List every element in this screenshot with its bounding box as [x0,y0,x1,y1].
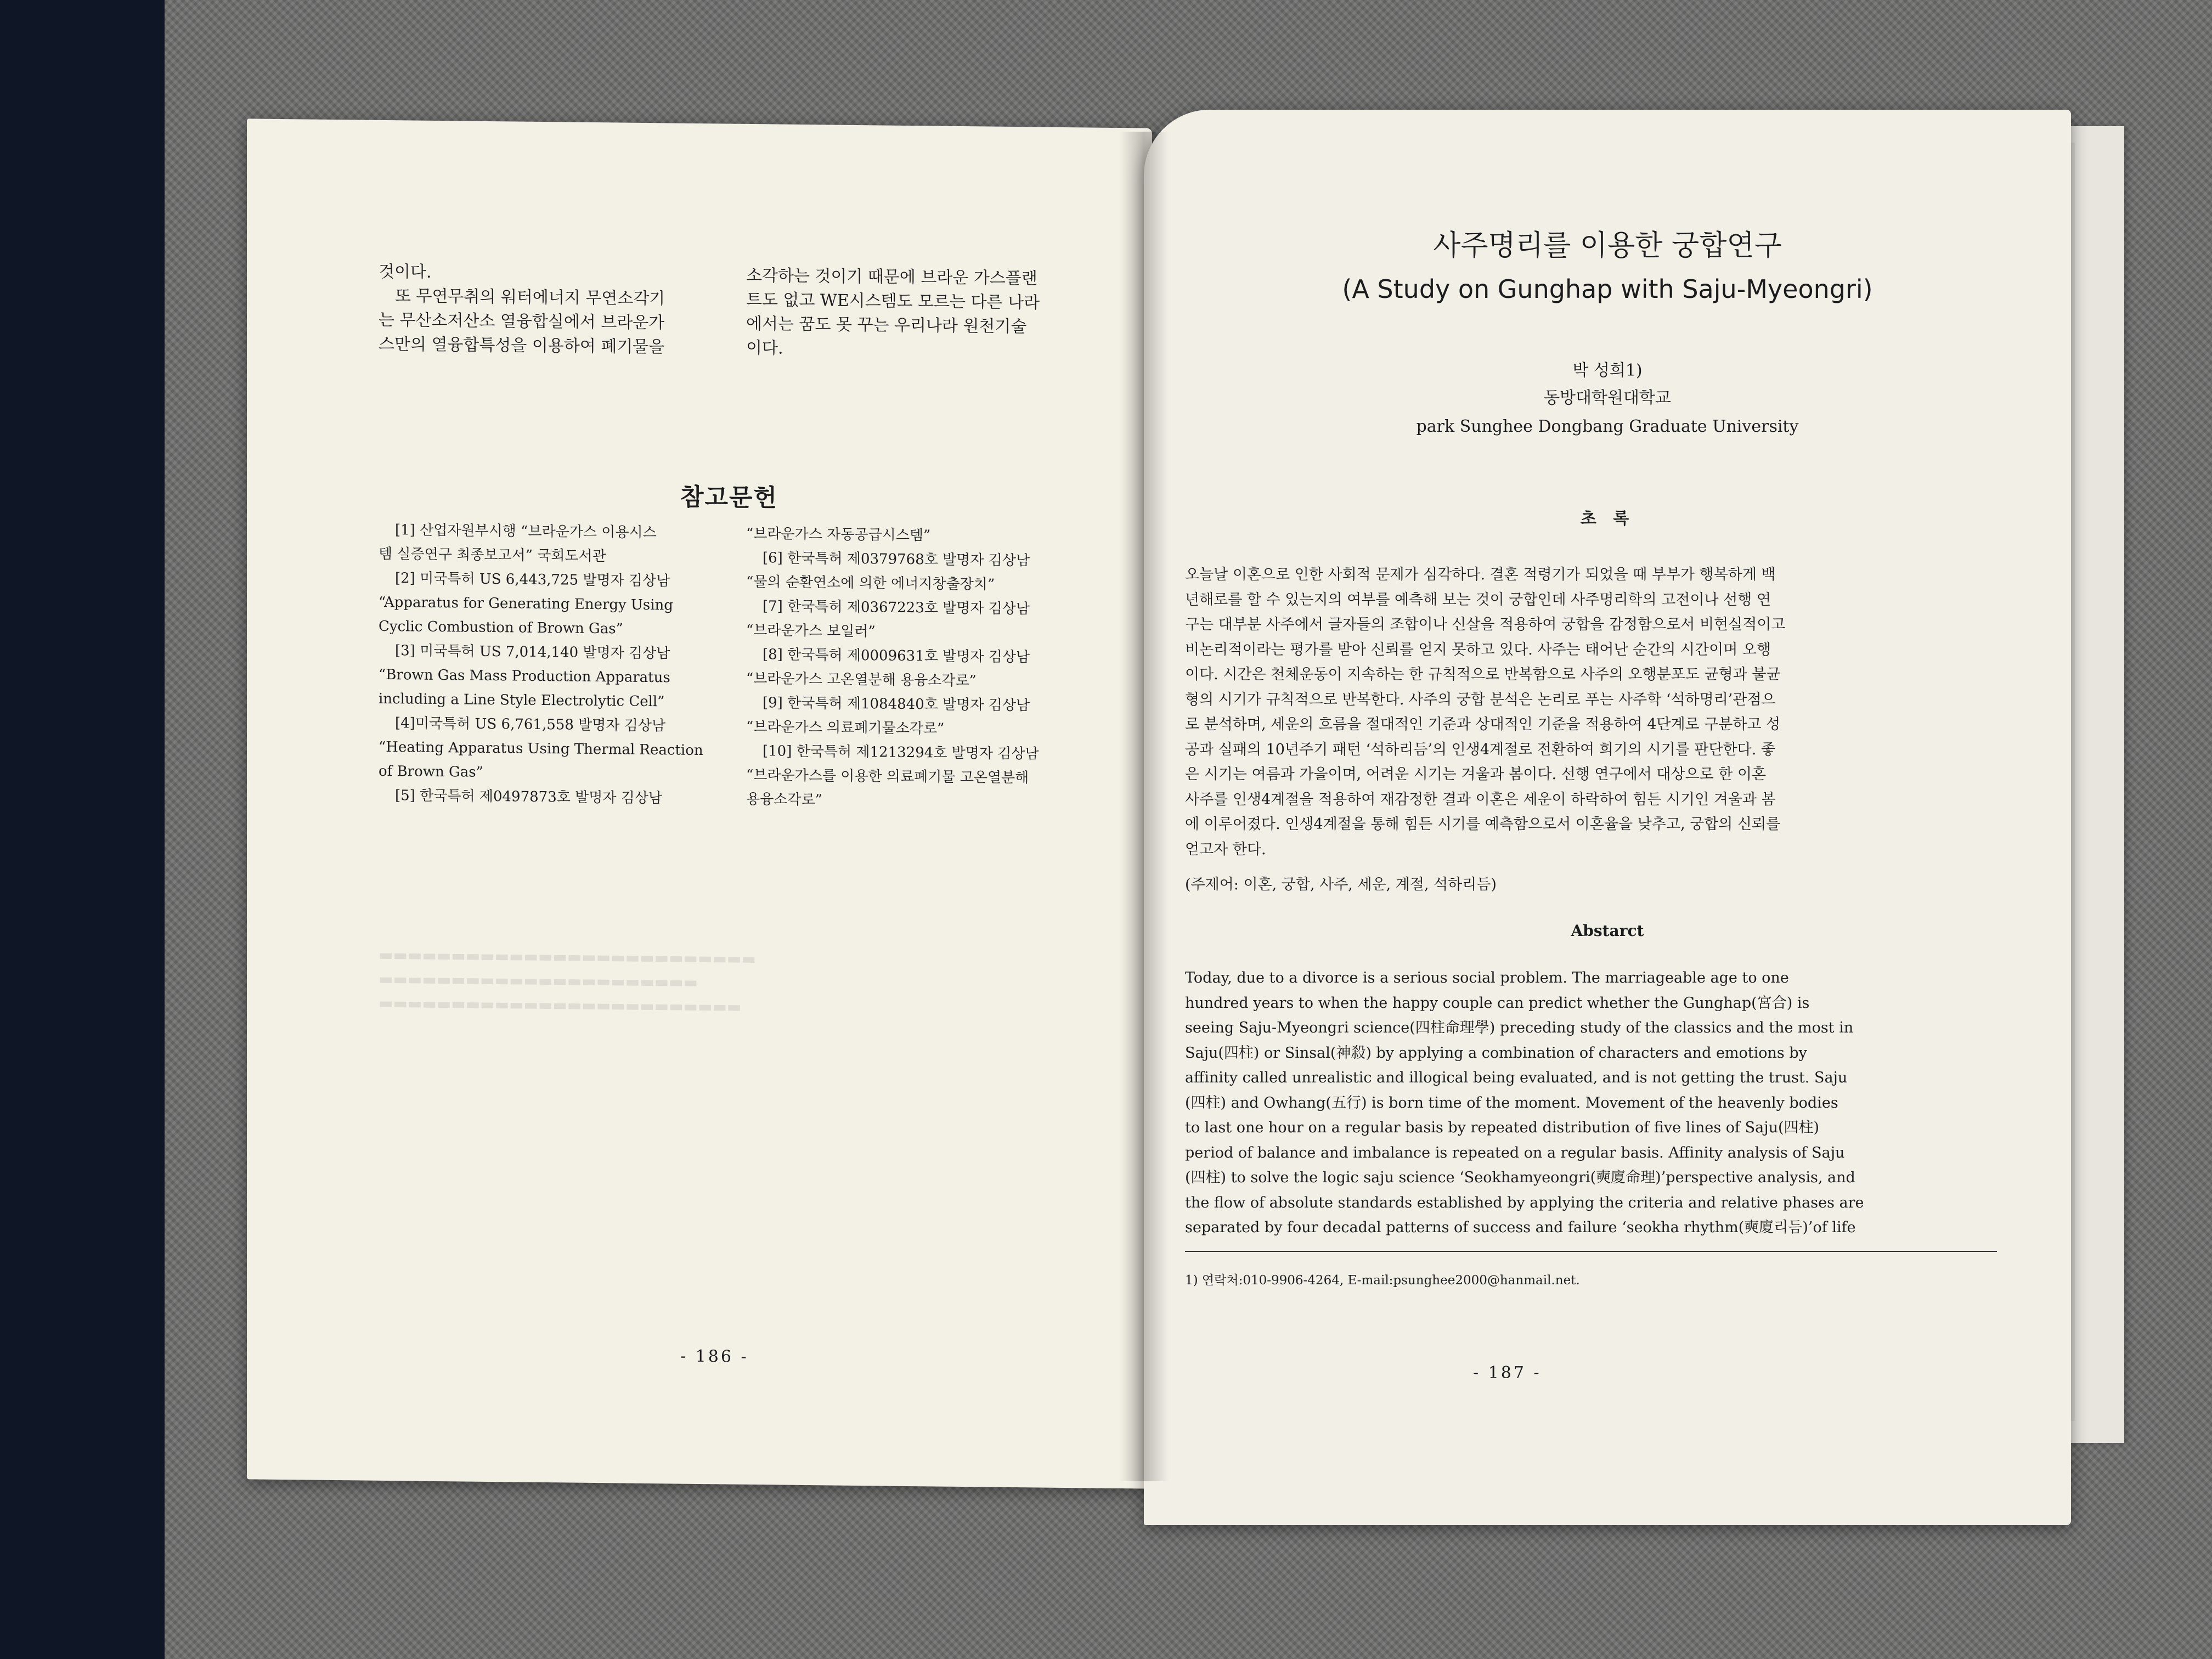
reference-line: “브라운가스 의료폐기물소각로” [746,718,945,737]
references-column-2 [746,522,1086,815]
references-column-1 [379,518,719,811]
abstract-en-line: separated by four decadal patterns of success and failure ‘seokha rhythm(奭廈리듬)’of life [1185,1219,1856,1236]
reference-line: “Apparatus for Generating Energy Using [379,594,673,614]
dark-background-edge [0,0,165,1659]
reference-line: [5] 한국특허 제0497873호 발명자 김상남 [395,787,663,807]
reference-line: “Brown Gas Mass Production Apparatus [379,666,670,686]
reference-line: [6] 한국특허 제0379768호 발명자 김상남 [763,550,1030,569]
abstract-line: 이다. 시간은 천체운동이 지속하는 한 규칙적으로 반복함으로 사주의 오행분포도 균형과 불균 [1185,666,1781,683]
reference-line: 템 실증연구 최종보고서” 국회도서관 [379,545,606,565]
reference-line: [7] 한국특허 제0367223호 발명자 김상남 [763,598,1030,618]
abstract-en-line: (四柱) to solve the logic saju science ‘Seokhamyeongri(奭廈命理)’perspective analysis, and [1185,1169,1855,1186]
reference-line: [10] 한국특허 제1213294호 발명자 김상남 [763,743,1039,763]
body-column-1 [379,260,719,360]
abstract-english [1185,966,1997,1240]
abstract-korean [1185,562,1997,862]
text-line: 이다. [746,338,783,358]
text-line: 또 무연무취의 워터에너지 무연소각기 [395,286,665,309]
reference-line: “브라운가스를 이용한 의료폐기물 고온열분해 [746,766,1029,787]
abstract-heading: 초 록 [1580,509,1635,528]
left-page [247,119,1152,1488]
abstract-line: 사주를 인생4계절을 적용하여 재감정한 결과 이혼은 세운이 하락하여 힘든 시기인 겨울과 봄 [1185,791,1776,808]
footnote: 1) 연락처:010-9906-4264, E-mail:psunghee2000@hanmail.net. [1185,1273,1580,1288]
book-gutter-shadow [1119,132,1169,1481]
text-line: 트도 없고 WE시스템도 모르는 다른 나라 [746,290,1040,313]
reference-line: “브라운가스 자동공급시스템” [746,525,931,544]
right-page [1144,110,2071,1525]
abstract-en-line: Saju(四柱) or Sinsal(神殺) by applying a combination of characters and emotions by [1185,1044,1807,1062]
text-line: 스만의 열융합특성을 이용하여 폐기물을 [379,334,665,357]
abstract-en-line: (四柱) and Owhang(五行) is born time of the moment. Movement of the heavenly bodies [1185,1094,1838,1111]
abstract-line: 로 분석하며, 세운의 흐름을 절대적인 기준과 상대적인 기준을 적용하여 4단계로 구분하고 성 [1185,716,1781,733]
reference-line: “Heating Apparatus Using Thermal Reaction [379,738,703,759]
footnote-rule [1185,1251,1997,1252]
show-through-text: ▬▬▬▬▬▬▬▬▬▬▬▬▬▬▬▬▬▬▬▬▬▬▬▬▬▬ ▬▬▬▬▬▬▬▬▬▬▬▬▬▬▬▬▬▬▬▬▬▬ ▬▬▬▬▬▬▬▬▬▬▬▬▬▬▬▬▬▬▬▬▬▬▬▬▬ [379,945,756,1016]
affiliation: 동방대학원대학교 [1544,388,1671,408]
abstract-en-line: Today, due to a divorce is a serious social problem. The marriageable age to one [1185,969,1789,986]
reference-line: 용융소각로” [746,791,822,809]
abstract-line: 공과 실패의 10년주기 패턴 ‘석하리듬’의 인생4계절로 전환하여 희기의 시기를 판단한다. 좋 [1185,741,1775,758]
paper-title: 사주명리를 이용한 궁합연구 [1433,229,1782,262]
text-line: 소각하는 것이기 때문에 브라운 가스플랜 [746,266,1037,289]
references-title: 참고문헌 [680,483,778,512]
page-number: - 187 - [1473,1363,1542,1383]
abstract-line: 구는 대부분 사주에서 글자들의 조합이나 신살을 적용하여 궁합을 감정함으로서 비현실적이고 [1185,616,1786,633]
reference-line: “브라운가스 보일러” [746,622,876,640]
abstract-en-line: period of balance and imbalance is repeated on a regular basis. Affinity analysis of Saju [1185,1144,1845,1161]
reference-line: [8] 한국특허 제0009631호 발명자 김상남 [763,646,1030,666]
abstract-en-line: the flow of absolute standards established by applying the criteria and relative phases are [1185,1194,1864,1211]
text-line: 는 무산소저산소 열융합실에서 브라운가 [379,310,665,333]
abstract-line: 오늘날 이혼으로 인한 사회적 문제가 심각하다. 결혼 적령기가 되었을 때 부부가 행복하게 백 [1185,566,1776,583]
reference-line: [9] 한국특허 제1084840호 발명자 김상남 [763,695,1030,714]
abstract-line: 형의 시기가 규칙적으로 반복한다. 사주의 궁합 분석은 논리로 푸는 사주학 ‘석하명리’관점으 [1185,691,1776,708]
abstract-line: 비논리적이라는 평가를 받아 신뢰를 얻지 못하고 있다. 사주는 태어난 순간의 시간이며 오행 [1185,641,1771,658]
body-column-2 [746,264,1086,364]
reference-line: “브라운가스 고온열분해 용융소각로” [746,670,977,690]
abstract-en-line: seeing Saju-Myeongri science(四柱命理學) preceding study of the classics and the most in [1185,1019,1854,1036]
reference-line: [2] 미국특허 US 6,443,725 발명자 김상남 [395,570,670,590]
text-line: 것이다. [379,262,432,282]
reference-line: “물의 순환연소에 의한 에너지창출장치” [746,573,995,593]
abstract-english-heading: Abstarct [1571,922,1644,940]
paper-subtitle: (A Study on Gunghap with Saju-Myeongri) [1342,274,1873,304]
abstract-line: 년해로를 할 수 있는지의 여부를 예측해 보는 것이 궁합인데 사주명리학의 고전이나 선행 연 [1185,591,1771,608]
abstract-en-line: to last one hour on a regular basis by repeated distribution of five lines of Saju(四柱) [1185,1119,1820,1136]
reference-line: including a Line Style Electrolytic Cell” [379,690,665,710]
reference-line: [3] 미국특허 US 7,014,140 발명자 김상남 [395,642,670,662]
abstract-line: 에 이루어졌다. 인생4계절을 통해 힘든 시기를 예측함으로서 이혼율을 낮추고, 궁합의 신뢰를 [1185,816,1781,833]
reference-line: [4]미국특허 US 6,761,558 발명자 김상남 [395,715,666,735]
author: 박 성희1) [1572,361,1643,380]
affiliation-english: park Sunghee Dongbang Graduate University [1416,417,1799,436]
abstract-line: 얻고자 한다. [1185,840,1266,858]
reference-line: [1] 산업자원부시행 “브라운가스 이용시스 [395,522,657,541]
page-number: - 186 - [680,1346,749,1367]
abstract-line: 은 시기는 여름과 가을이며, 어려운 시기는 겨울과 봄이다. 선행 연구에서 대상으로 한 이혼 [1185,766,1767,783]
reference-line: Cyclic Combustion of Brown Gas” [379,618,623,637]
text-line: 에서는 꿈도 못 꾸는 우리나라 원천기술 [746,314,1027,337]
reference-line: of Brown Gas” [379,763,483,781]
abstract-en-line: hundred years to when the happy couple can predict whether the Gunghap(宮合) is [1185,994,1810,1012]
abstract-en-line: affinity called unrealistic and illogical being evaluated, and is not getting the trust. Saju [1185,1069,1848,1086]
keywords: (주제어: 이혼, 궁합, 사주, 세운, 계절, 석하리듬) [1185,876,1497,893]
